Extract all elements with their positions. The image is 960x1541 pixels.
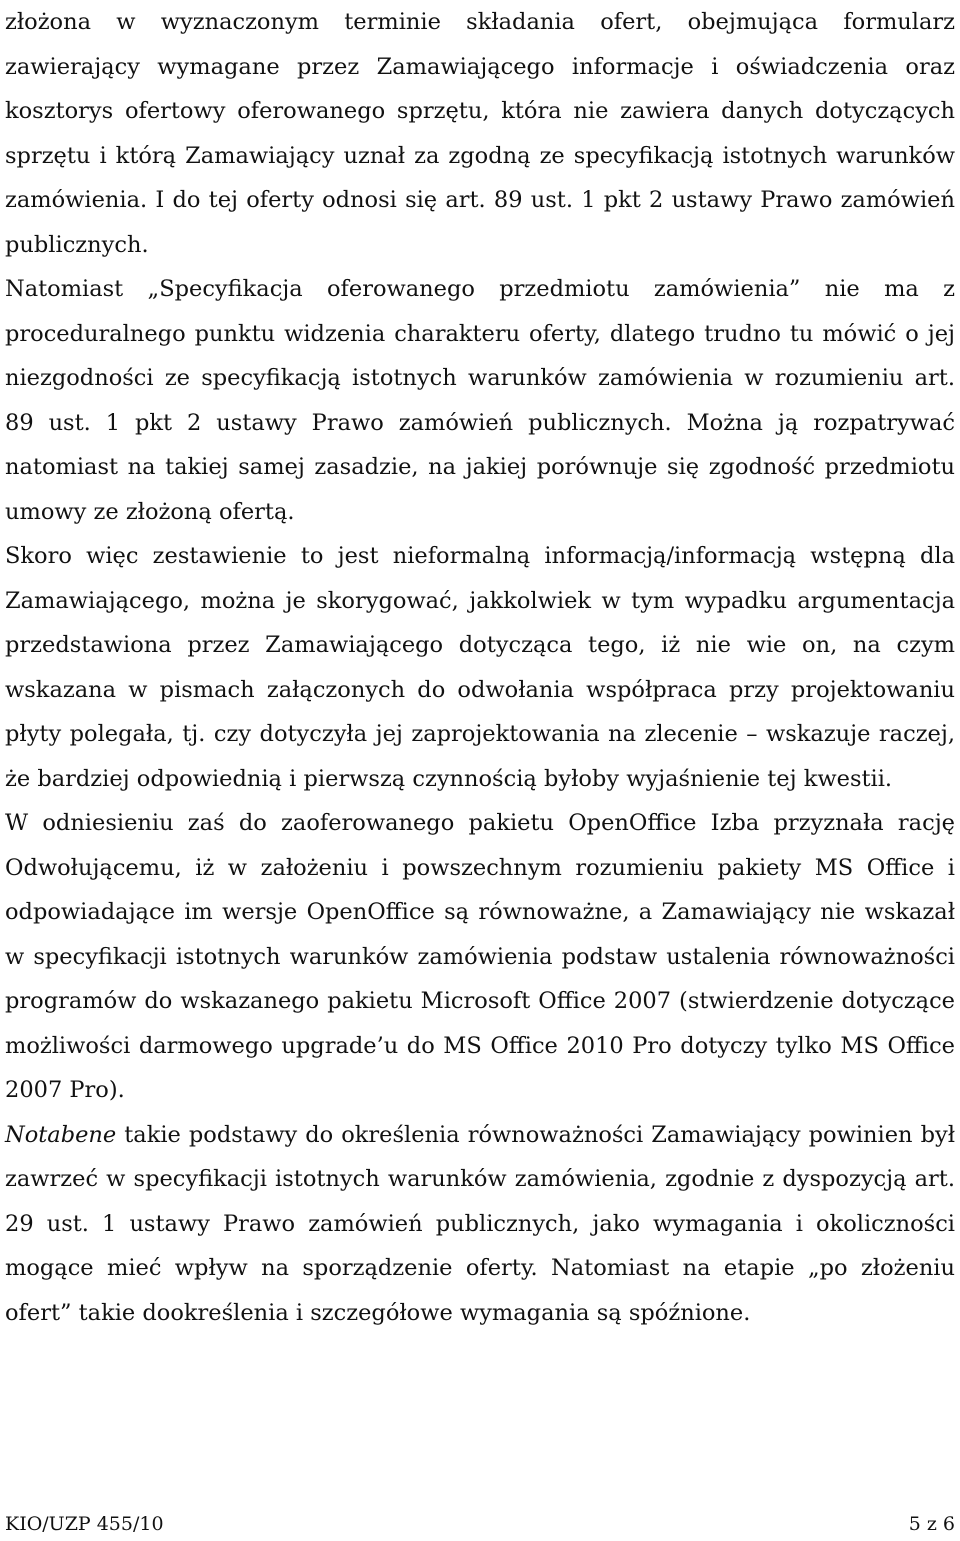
footer-reference: KIO/UZP 455/10 [5,1513,164,1535]
paragraph-5-lead: Notabene [5,1121,117,1148]
paragraph-1: złożona w wyznaczonym terminie składania ofert, obejmująca formularz zawierający wymagane przez Zamawiającego informacje i oświadczenia oraz kosztorys ofertowy oferowanego sprzętu, która nie zawiera danych dotyczących sprzętu i którą Zamawiający uznał za zgodną ze specyfikacją istotnych warunków zamówienia. I do tej oferty odnosi się art. 89 ust. 1 pkt 2 ustawy Prawo zamówień publicznych. [5,9,955,258]
paragraph-5 [5,1113,955,1336]
paragraph-3: Skoro więc zestawienie to jest nieformalną informacją/informacją wstępną dla Zamawiającego, można je skorygować, jakkolwiek w tym wypadku argumentacja przedstawiona przez Zamawiającego dotycząca tego, iż nie wie on, na czym wskazana w pismach załączonych do odwołania współpraca przy projektowaniu płyty polegała, tj. czy dotyczyła jej zaprojektowania na zlecenie – wskazuje raczej, że bardziej odpowiednią i pierwszą czynnością byłoby wyjaśnienie tej kwestii. [5,543,955,792]
page-footer [5,1512,955,1536]
paragraph-5-text: takie podstawy do określenia równoważności Zamawiający powinien był zawrzeć w specyfikacji istotnych warunków zamówienia, zgodnie z dyspozycją art. 29 ust. 1 ustawy Prawo zamówień publicznych, jako wymagania i okoliczności mogące mieć wpływ na sporządzenie oferty. Natomiast na etapie „po złożeniu ofert” takie dookreślenia i szczegółowe wymagania są spóźnione. [5,1121,955,1326]
paragraph-2: Natomiast „Specyfikacja oferowanego przedmiotu zamówienia” nie ma z proceduralnego punktu widzenia charakteru oferty, dlatego trudno tu mówić o jej niezgodności ze specyfikacją istotnych warunków zamówienia w rozumieniu art. 89 ust. 1 pkt 2 ustawy Prawo zamówień publicznych. Można ją rozpatrywać natomiast na takiej samej zasadzie, na jakiej porównuje się zgodność przedmiotu umowy ze złożoną ofertą. [5,276,955,525]
footer-page-number: 5 z 6 [908,1513,955,1535]
paragraph-4: W odniesieniu zaś do zaoferowanego pakietu OpenOffice Izba przyznała rację Odwołującemu, iż w założeniu i powszechnym rozumieniu pakiety MS Office i odpowiadające im wersje OpenOffice są równoważne, a Zamawiający nie wskazał w specyfikacji istotnych warunków zamówienia podstaw ustalenia równoważności programów do wskazanego pakietu Microsoft Office 2007 (stwierdzenie dotyczące możliwości darmowego upgrade’u do MS Office 2010 Pro dotyczy tylko MS Office 2007 Pro). [5,810,955,1103]
document-body [5,0,955,1335]
